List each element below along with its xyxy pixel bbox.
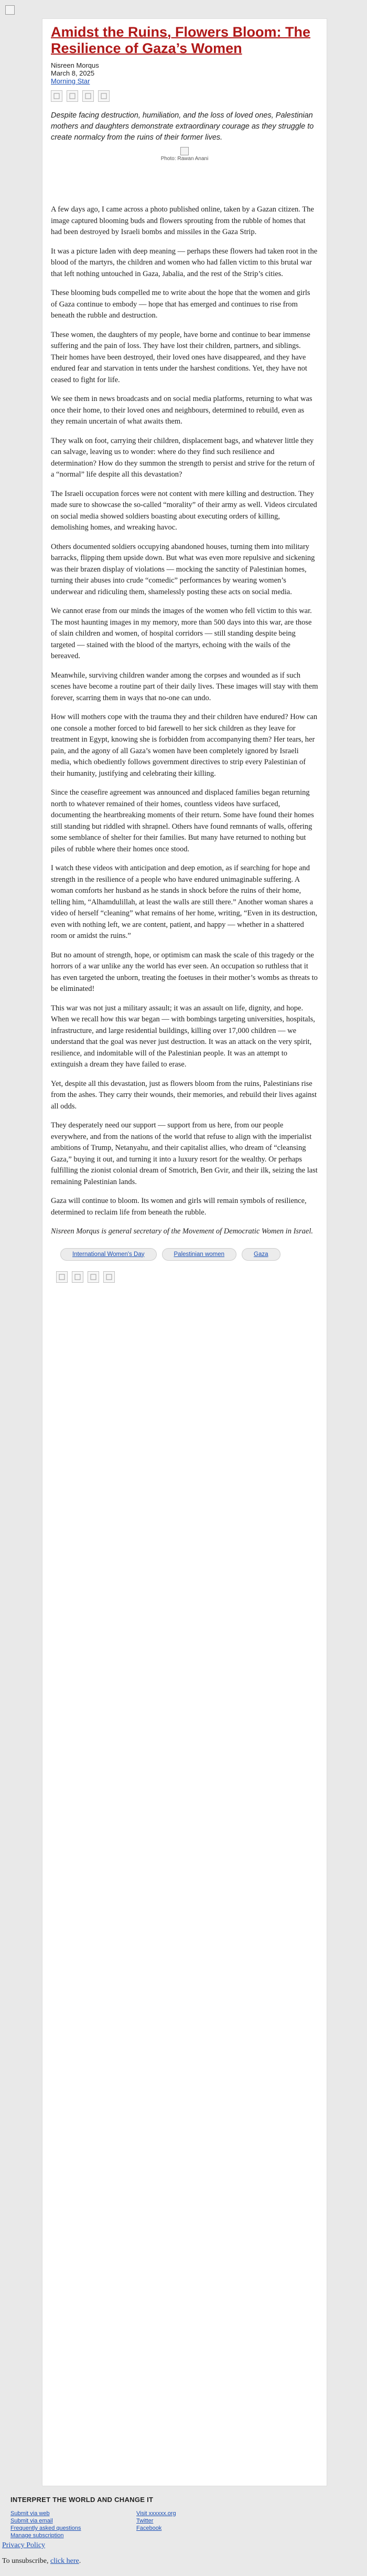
unsubscribe-row (2, 2557, 81, 2566)
article-title[interactable]: Amidst the Ruins, Flowers Bloom: The Resilience of Gaza’s Women (51, 24, 311, 56)
newsletter-footer (10, 2496, 357, 2539)
body-paragraph: Gaza will continue to bloom. Its women and girls will remain symbols of resilience, determined to reclaim life from beneath the rubble. (51, 1197, 307, 1217)
unsubscribe-link[interactable]: click here (50, 2557, 79, 2565)
body-paragraph: It was a picture laden with deep meaning — perhaps these flowers had taken root in the blood of the martyrs, the children and women who had fallen victim to this brutal war that left nothing untouched in Gaza, Jabalia, and the rest of the Strip’s cities. (51, 247, 318, 278)
body-paragraph: How will mothers cope with the trauma they and their children have endured? How can one console a mother forced to bid farewell to her sick children as they leave for treatment in Egypt, knowing she is forbidden from accompanying them? Her tears, her pain, and the agony of all Gaza’s women have been completely ignored by Israeli media, which obediently follows government directives to strip every Palestinian of their humanity, justifying and celebrating their killing. (51, 713, 318, 778)
body-paragraph: This war was not just a military assault; it was an assault on life, dignity, and hope. When we recall how this war began — with bombings targeting universities, hospitals, infrastructure, and large residential buildings, killing over 17,000 children — we understand that the goal was never just destruction. It was an attack on the very spirit, resilience, and indomitable will of the Palestinian people. It was an attempt to extinguish a dream they have failed to erase. (51, 1004, 315, 1069)
source-link[interactable]: Morning Star (51, 77, 90, 85)
submit-web-link[interactable]: Submit via web (10, 2510, 50, 2517)
facebook-icon[interactable] (56, 1271, 68, 1283)
article-meta (51, 61, 318, 85)
email-icon[interactable] (82, 90, 94, 102)
privacy-policy-link[interactable]: Privacy Policy (2, 2541, 46, 2549)
body-paragraph: They desperately need our support — support from us here, from our people everywhere, and from the nations of the world that refuse to align with the imperialist ambitions of Trump, Netanyahu, and their capitalist allies, who dream of “cleansing Gaza,” buying it out, and turning it into a luxury resort for the wealthy. Or perhaps fulfilling the zionist colonial dream of Smotrich, Ben Gvir, and their ilk, seizing the last remaining Palestinian lands. (51, 1121, 318, 1186)
article-body (51, 204, 318, 1238)
body-paragraph: Meanwhile, surviving children wander among the corpses and wounded as if such scenes have become a routine part of their daily lives. These images will stay with them forever, scarring them in ways that no-one can undo. (51, 671, 318, 702)
body-paragraph: These women, the daughters of my people, have borne and continue to bear immense suffering and the pain of loss. They have lost their children, partners, and siblings. Their homes have been destroyed, their loved ones have disappeared, and they have endured fear and starvation in tents under the harshest conditions. Yet, they have not ceased to fight for life. (51, 330, 310, 384)
facebook-icon[interactable] (51, 90, 62, 102)
email-icon[interactable] (88, 1271, 99, 1283)
body-paragraph: A few days ago, I came across a photo published online, taken by a Gazan citizen. The image captured blooming buds and flowers sprouting from the rubble of homes that had been destroyed by Israeli bombs and missiles in the Gaza Strip. (51, 205, 314, 236)
body-paragraph: I watch these videos with anticipation and deep emotion, as if searching for hope and strength in the resilience of a people who have endured unimaginable suffering. A woman comforts her husband as he stands in shock before the ruins of their home, telling him, “Alhamdulillah, at least the walls are still there.” Another woman shares a video of herself “cleaning” what remains of her home, writing, “Even in its destruction, even with nothing left, we are content, patient, and happy — whether in a shattered room or amidst the ruins.” (51, 864, 318, 940)
body-paragraph: The Israeli occupation forces were not content with mere killing and destruction. They made sure to showcase the so-called “morality” of their army as well. Videos circulated on social media showed soldiers boasting about executing orders of killing, demolishing homes, and wreaking havoc. (51, 489, 317, 532)
whatsapp-icon[interactable] (98, 90, 110, 102)
tag-gaza[interactable]: Gaza (242, 1248, 280, 1261)
body-paragraph: We cannot erase from our minds the images of the women who fell victim to this war. The most haunting images in my memory, more than 500 days into this war, are those of slain children and women, of hospital corridors — still standing despite being targeted — stained with the blood of the martyrs, echoing with the wails of the bereaved. (51, 607, 312, 660)
article-card (42, 18, 327, 2486)
footer-left-links (10, 2510, 136, 2539)
body-paragraph: These blooming buds compelled me to write about the hope that the women and girls of Gaza continue to embody — hope that has emerged and continues to rise from beneath the rubble and destruction. (51, 289, 310, 320)
tag-international-womens-day[interactable]: International Women's Day (60, 1248, 157, 1261)
body-paragraph: Others documented soldiers occupying abandoned houses, turning them into military barracks, flipping them upside down. But what was even more repulsive and sickening was their brazen display of violations — mocking the sanctity of Palestinian homes, turning their abuses into crude “comedic” performances by wearing women’s underwear and ridiculing them, shamelessly posting these acts on social media. (51, 542, 315, 596)
body-paragraph: But no amount of strength, hope, or optimism can mask the scale of this tragedy or the horrors of a war unlike any the world has ever seen. An occupation so ruthless that it has even targeted the unborn, treating the foetuses in their mother’s wombs as threats to be eliminated! (51, 951, 318, 993)
tag-palestinian-women[interactable]: Palestinian women (162, 1248, 237, 1261)
article-standfirst: Despite facing destruction, humiliation, and the loss of loved ones, Palestinian mothers and daughters demonstrate extraordinary courage as they struggle to create normalcy from the ruins of their former lives. (51, 111, 314, 142)
body-paragraph: Since the ceasefire agreement was announced and displaced families began returning north to whatever remained of their homes, countless videos have surfaced, documenting the heartbreaking moments of their return. Some have found their homes still standing but riddled with shrapnel. Others have found remnants of walls, offering some semblance of shelter for their families. But many have returned to nothing but piles of rubble where their homes once stood. (51, 788, 314, 853)
privacy-row (2, 2541, 45, 2550)
logo-image-icon (5, 5, 15, 15)
photo-placeholder-icon (180, 147, 189, 155)
unsubscribe-suffix: . (79, 2557, 81, 2565)
share-bar-bottom (56, 1271, 318, 1283)
tag-list (60, 1248, 280, 1261)
share-bar-top (51, 90, 318, 102)
manage-subscription-link[interactable]: Manage subscription (10, 2532, 64, 2539)
faq-link[interactable]: Frequently asked questions (10, 2525, 81, 2531)
unsubscribe-prefix: To unsubscribe, (2, 2557, 50, 2565)
facebook-link[interactable]: Facebook (136, 2525, 162, 2531)
visit-site-link[interactable]: Visit xxxxxx.org (136, 2510, 176, 2517)
body-paragraph: We see them in news broadcasts and on social media platforms, returning to what was once their home, to their loved ones and neighbours, determined to rebuild, even as they remain uncertain of what awaits them. (51, 395, 312, 426)
body-paragraph: They walk on foot, carrying their children, displacement bags, and whatever little they can salvage, leaving us to wonder: where do they find such resilience and determination? How do they summon the strength to persist and strive for the return of a “normal” life despite all this devastation? (51, 436, 315, 479)
submit-email-link[interactable]: Submit via email (10, 2518, 53, 2524)
footer-heading: INTERPRET THE WORLD AND CHANGE IT (10, 2496, 154, 2504)
author-note: Nisreen Morqus is general secretary of the Movement of Democratic Women in Israel. (51, 1227, 314, 1236)
footer-right-links (136, 2510, 262, 2539)
whatsapp-icon[interactable] (103, 1271, 115, 1283)
twitter-link[interactable]: Twitter (136, 2518, 154, 2524)
x-twitter-icon[interactable] (67, 90, 78, 102)
x-twitter-icon[interactable] (72, 1271, 83, 1283)
publish-date: March 8, 2025 (51, 69, 95, 77)
author-name: Nisreen Morqus (51, 61, 99, 69)
photo-credit: Photo: Rawan Anani (160, 156, 209, 162)
body-paragraph: Yet, despite all this devastation, just as flowers bloom from the ruins, Palestinians rise from the ashes. They carry their wounds, their memories, and rebuild their lives against all odds. (51, 1079, 317, 1111)
article-photo (51, 146, 318, 204)
